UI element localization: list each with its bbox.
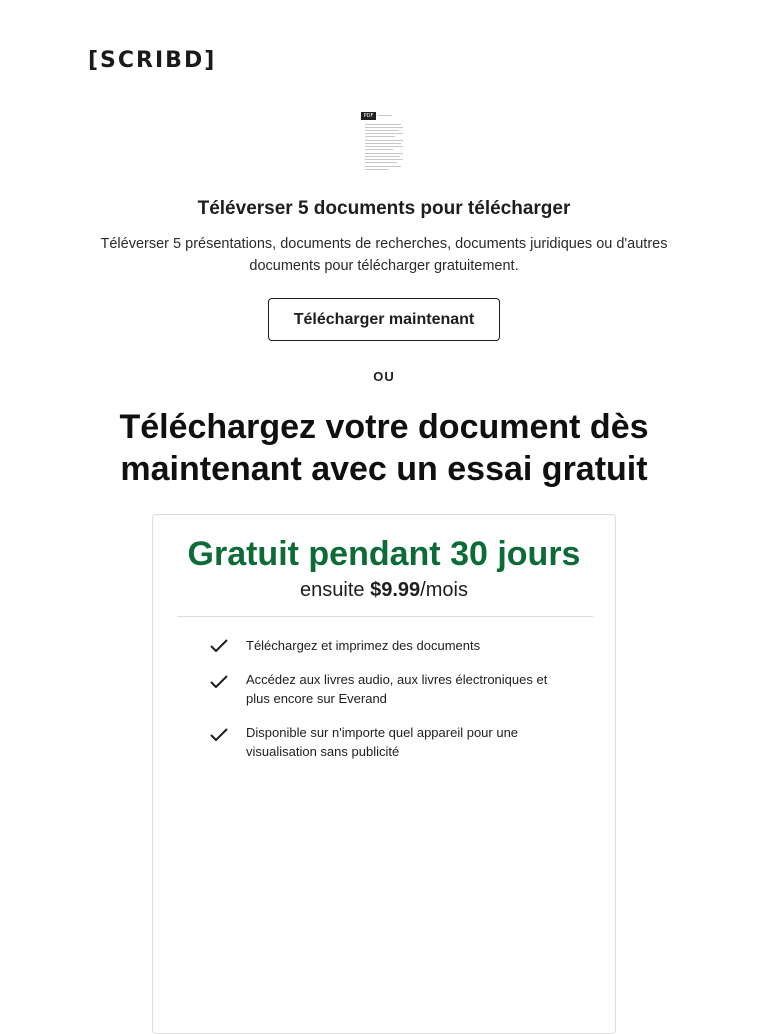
scribd-logo[interactable]: [SCRIBD]: [88, 48, 217, 73]
pdf-tag: PDF: [361, 112, 376, 120]
price-suffix: /mois: [420, 579, 468, 601]
trial-card-price: [153, 579, 615, 602]
check-icon: [209, 727, 229, 743]
upload-description: Téléverser 5 présentations, documents de recherches, documents juridiques ou d'autres documents pour télécharger gratuitement.: [100, 236, 668, 274]
trial-card-title: Gratuit pendant 30 jours: [187, 535, 581, 573]
feature-text: Accédez aux livres audio, aux livres électroniques et plus encore sur Everand: [246, 672, 548, 706]
check-icon: [209, 638, 229, 654]
or-separator: OU: [373, 369, 395, 384]
download-now-button[interactable]: Télécharger maintenant: [268, 298, 500, 341]
price-amount: $9.99: [370, 579, 421, 601]
price-prefix: ensuite: [300, 579, 371, 601]
feature-text: Téléchargez et imprimez des documents: [246, 638, 481, 653]
check-icon: [209, 674, 229, 690]
free-trial-card: [152, 514, 616, 1034]
upload-title: Téléverser 5 documents pour télécharger: [197, 198, 571, 219]
trial-heading: Téléchargez votre document dès maintenant avec un essai gratuit: [119, 408, 649, 488]
feature-text: Disponible sur n'importe quel appareil pour une visualisation sans publicité: [246, 725, 519, 759]
card-divider: [177, 616, 593, 617]
document-thumbnail-icon: [361, 112, 405, 172]
